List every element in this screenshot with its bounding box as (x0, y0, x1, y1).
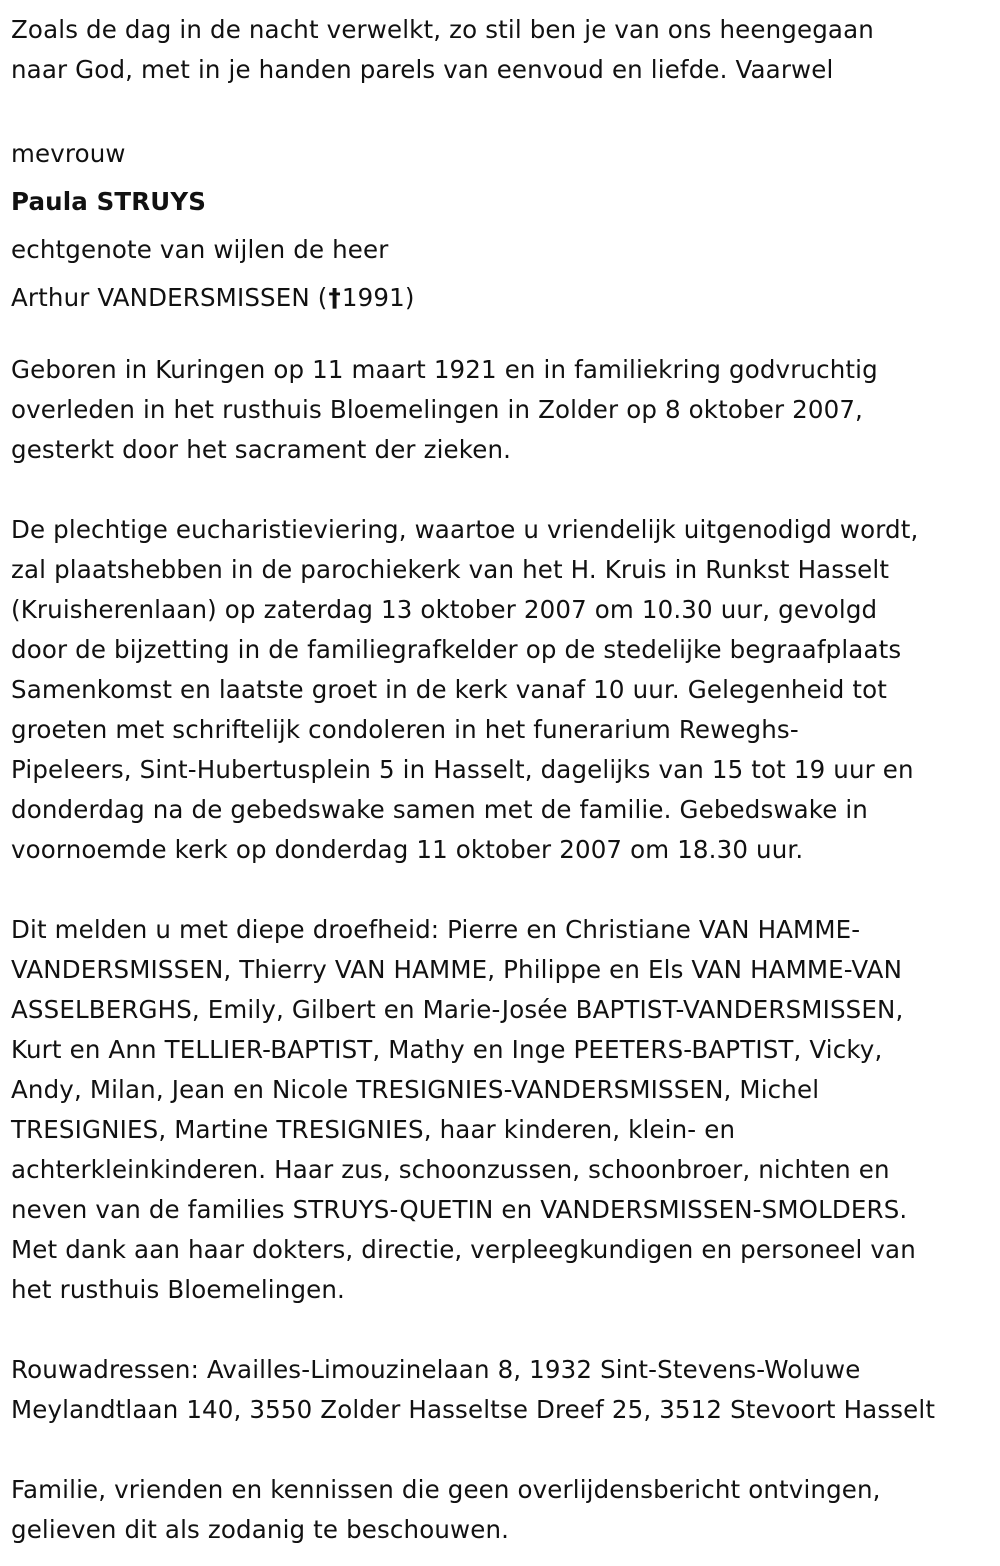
deceased-section (11, 130, 990, 322)
spacer (11, 322, 990, 350)
text-line: Kurt en Ann TELLIER-BAPTIST, Mathy en Inge PEETERS-BAPTIST, Vicky, (11, 1035, 883, 1064)
spacer (11, 470, 990, 510)
text-line: achterkleinkinderen. Haar zus, schoonzussen, schoonbroer, nichten en (11, 1155, 890, 1184)
text-line: TRESIGNIES, Martine TRESIGNIES, haar kinderen, klein- en (11, 1115, 736, 1144)
text-line: Dit melden u met diepe droefheid: Pierre en Christiane VAN HAMME- (11, 915, 861, 944)
announcement-section (11, 910, 990, 1310)
addresses-section (11, 1350, 990, 1430)
text-line: groeten met schriftelijk condoleren in het funerarium Reweghs- (11, 715, 799, 744)
closing-section (11, 1470, 990, 1550)
text-line: Rouwadressen: Availles-Limouzinelaan 8, 1932 Sint-Stevens-Woluwe (11, 1355, 861, 1384)
text-line: Pipeleers, Sint-Hubertusplein 5 in Hasselt, dagelijks van 15 tot 19 uur en (11, 755, 914, 784)
text-line: Samenkomst en laatste groet in de kerk vanaf 10 uur. Gelegenheid tot (11, 675, 888, 704)
spacer (11, 870, 990, 910)
text-line: ASSELBERGHS, Emily, Gilbert en Marie-Josée BAPTIST-VANDERSMISSEN, (11, 995, 904, 1024)
poem-line: naar God, met in je handen parels van eenvoud en liefde. Vaarwel (11, 55, 834, 84)
spacer (11, 1430, 990, 1470)
text-line: neven van de families STRUYS-QUETIN en VANDERSMISSEN-SMOLDERS. (11, 1195, 908, 1224)
deceased-name: Paula STRUYS (11, 187, 207, 216)
text-line: voornoemde kerk op donderdag 11 oktober 2007 om 18.30 uur. (11, 835, 804, 864)
text-line: (Kruisherenlaan) op zaterdag 13 oktober 2007 om 10.30 uur, gevolgd (11, 595, 878, 624)
text-line: Met dank aan haar dokters, directie, verpleegkundigen en personeel van (11, 1235, 916, 1264)
text-line: Meylandtlaan 140, 3550 Zolder Hasseltse Dreef 25, 3512 Stevoort Hasselt (11, 1395, 936, 1424)
text-line: door de bijzetting in de familiegrafkelder op de stedelijke begraafplaats (11, 635, 902, 664)
text-line: gelieven dit als zodanig te beschouwen. (11, 1515, 510, 1544)
relation-text: echtgenote van wijlen de heer (11, 235, 389, 264)
poem-section (11, 10, 990, 90)
ceremony-section (11, 510, 990, 870)
birth-death-section (11, 350, 990, 470)
poem-line: Zoals de dag in de nacht verwelkt, zo stil ben je van ons heengegaan (11, 15, 874, 44)
spouse-line (11, 274, 990, 322)
honorific: mevrouw (11, 139, 126, 168)
spacer (11, 90, 990, 130)
text-line: Andy, Milan, Jean en Nicole TRESIGNIES-VANDERSMISSEN, Michel (11, 1075, 820, 1104)
spouse-death-year: 1991) (341, 283, 415, 312)
text-line: gesterkt door het sacrament der zieken. (11, 435, 512, 464)
text-line: De plechtige eucharistieviering, waartoe u vriendelijk uitgenodigd wordt, (11, 515, 919, 544)
text-line: overleden in het rusthuis Bloemelingen in Zolder op 8 oktober 2007, (11, 395, 863, 424)
text-line: zal plaatshebben in de parochiekerk van het H. Kruis in Runkst Hasselt (11, 555, 890, 584)
text-line: donderdag na de gebedswake samen met de familie. Gebedswake in (11, 795, 868, 824)
spacer (11, 1310, 990, 1350)
cross-icon: † (328, 283, 341, 312)
text-line: Familie, vrienden en kennissen die geen overlijdensbericht ontvingen, (11, 1475, 881, 1504)
text-line: het rusthuis Bloemelingen. (11, 1275, 345, 1304)
text-line: VANDERSMISSEN, Thierry VAN HAMME, Philippe en Els VAN HAMME-VAN (11, 955, 903, 984)
spouse-name: Arthur VANDERSMISSEN ( (11, 283, 328, 312)
text-line: Geboren in Kuringen op 11 maart 1921 en in familiekring godvruchtig (11, 355, 878, 384)
